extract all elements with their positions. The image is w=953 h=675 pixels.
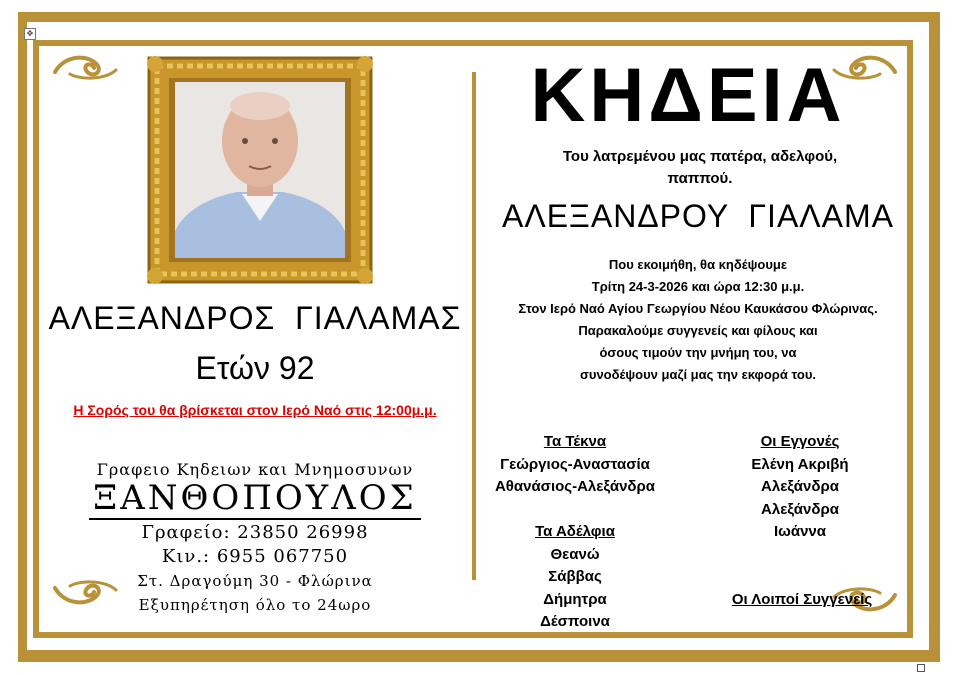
intro-line: παππού. [667, 170, 733, 187]
move-handle-icon[interactable]: ✥ [24, 28, 36, 40]
funeral-home-name-text: ΞΑΝΘΟΠΟΥΛΟΣ [89, 478, 420, 520]
detail-line: Στον Ιερό Ναό Αγίου Γεωργίου Νέου Καυκάσου Φλώρινας. [518, 301, 878, 316]
other-relatives-heading: Οι Λοιποί Συγγενείς [731, 591, 873, 608]
grandchildren-heading: Οι Εγγονές [760, 433, 840, 450]
grandchildren-group [720, 431, 880, 544]
detail-line: Παρακαλούμε συγγενείς και φίλους και [578, 323, 818, 338]
deceased-genitive: ΑΛΕΞΑΝΔΡΟΥ ΓΙΑΛΑΜΑ [501, 198, 894, 234]
funeral-home-name [40, 478, 470, 518]
service-hours: Εξυπηρέτηση όλο το 24ωρο [138, 596, 372, 614]
mourner-name: Δήμητρα [543, 590, 607, 608]
detail-line: Που εκοιμήθη, θα κηδέψουμε [608, 257, 788, 272]
notice-heading: ΚΗΔΕΙΑ [530, 53, 846, 138]
siblings-heading: Τα Αδέλφια [535, 523, 615, 540]
mourner-name: Αλεξάνδρα [761, 478, 839, 495]
mourner-name: Σάββας [548, 568, 602, 585]
detail-line: όσους τιμούν την μνήμη του, να [599, 345, 797, 360]
notice-intro [490, 146, 910, 190]
deceased-name: ΑΛΕΞΑΝΔΡΟΣ ΓΙΑΛΑΜΑΣ [48, 300, 462, 336]
mourner-name: Γεώργιος-Αναστασία [500, 455, 650, 473]
flourish-ornament-icon [50, 52, 120, 82]
deceased-age: Ετών 92 [195, 350, 315, 386]
intro-line: Του λατρεμένου μας πατέρα, αδελφού, [562, 148, 838, 165]
detail-line: Τρίτη 24-3-2026 και ώρα 12:30 μ.μ. [591, 279, 805, 294]
mobile-phone: Κιν.: 6955 067750 [161, 546, 349, 567]
column-divider [472, 72, 476, 580]
mourner-name: Αλεξάνδρα [761, 500, 839, 518]
mourner-name: Θεανώ [550, 545, 600, 563]
mourner-name: Ελένη Ακριβή [751, 455, 849, 473]
funeral-details [478, 254, 918, 386]
other-relatives-group [712, 589, 892, 612]
mourner-name: Αθανάσιος-Αλεξάνδρα [494, 478, 656, 495]
wake-notice: Η Σορός του θα βρίσκεται στον Ιερό Ναό στις 12:00μ.μ. [73, 402, 437, 418]
funeral-home-title: Γραφειο Κηδειων και Μνημοσυνων [96, 460, 414, 479]
resize-handle[interactable] [917, 664, 925, 672]
children-group [480, 431, 670, 499]
office-address: Στ. Δραγούμη 30 - Φλώρινα [137, 572, 373, 590]
detail-line: συνοδέψουν μαζί μας την εκφορά του. [579, 367, 816, 382]
portrait-photo [147, 56, 373, 284]
office-phone: Γραφείο: 23850 26998 [141, 522, 369, 543]
siblings-group [490, 521, 660, 634]
mourner-name: Ιωάννα [774, 523, 826, 540]
mourner-name: Δέσποινα [540, 613, 610, 630]
children-heading: Τα Τέκνα [543, 433, 607, 450]
